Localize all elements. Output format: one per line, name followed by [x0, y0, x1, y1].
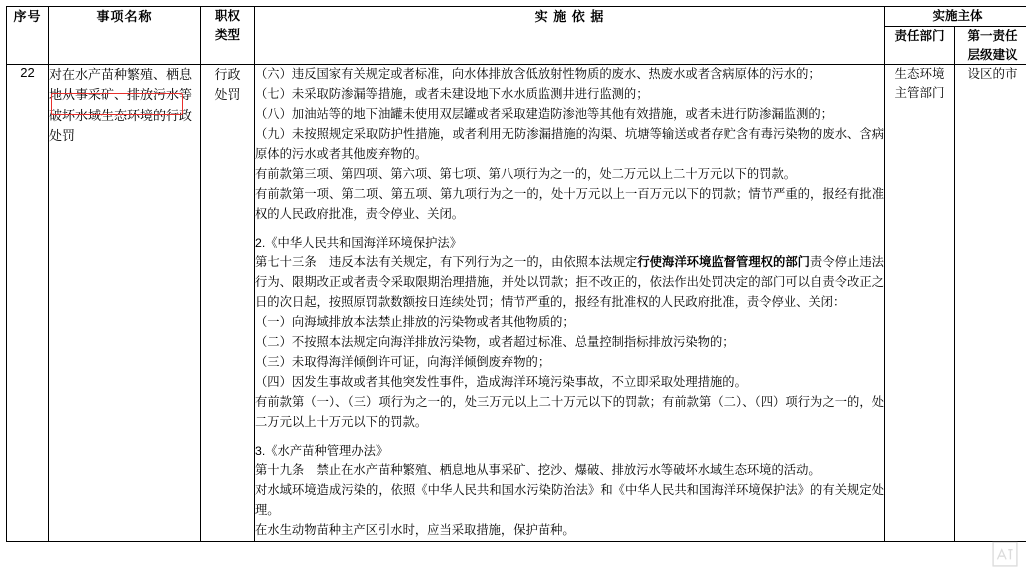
watermark-icon	[992, 541, 1018, 567]
header-name: 事项名称	[49, 7, 201, 65]
power-type-line2: 处罚	[214, 87, 241, 103]
regulation-table	[6, 6, 1026, 542]
header-type	[201, 7, 255, 65]
header-subject-group: 实施主体	[885, 7, 1026, 27]
power-type-line1: 行政	[214, 67, 241, 83]
header-dept: 责任部门	[885, 26, 955, 65]
header-basis: 实 施 依 据	[255, 7, 885, 65]
cell-responsible-level: 设区的市	[955, 65, 1026, 542]
basis-paragraph-article	[255, 253, 884, 313]
basis-paragraph: （一）向海域排放本法禁止排放的污染物或者其他物质的；	[255, 315, 575, 330]
table-header-row-1	[7, 7, 1026, 27]
basis-paragraph: 在水生动物苗种主产区引水时，应当采取措施，保护苗种。	[255, 523, 575, 538]
basis-paragraph: （三）未取得海洋倾倒许可证，向海洋倾倒废弃物的；	[255, 354, 551, 369]
basis-paragraph: （六）违反国家有关规定或者标准，向水体排放含低放射性物质的废水、热废水或者含病原体的污水的；	[255, 67, 821, 82]
basis-paragraph: 有前款第一项、第二项、第五项、第九项行为之一的，处十万元以上一百万元以下的罚款；情节严重的，报经有批准权的人民政府批准，责令停业、关闭。	[255, 186, 884, 221]
basis-paragraph-heading: 2.《中华人民共和国海洋环境保护法》	[255, 235, 463, 250]
basis-paragraph: （九）未按照规定采取防护性措施，或者利用无防渗漏措施的沟渠、坑塘等输送或者存贮含有毒污染物的废水、含病原体的污水或者其他废弃物的。	[255, 126, 884, 161]
cell-power-type	[201, 65, 255, 542]
header-level	[955, 26, 1026, 65]
basis-paragraph: 对水域环境造成污染的，依照《中华人民共和国水污染防治法》和《中华人民共和国海洋环境保护法》的有关规定处理。	[255, 483, 884, 518]
header-type-line2: 类型	[214, 27, 240, 42]
cell-responsible-dept	[885, 65, 955, 542]
header-level-line1: 第一责任	[967, 28, 1018, 43]
basis-paragraph: （二）不按照本法规定向海洋排放污染物，或者超过标准、总量控制指标排放污染物的；	[255, 335, 735, 350]
dept-line1: 生态环境	[894, 67, 945, 82]
article-lead-text: 第七十三条 违反本法有关规定，有下列行为之一的，由依照本法规定	[255, 255, 638, 270]
basis-paragraph-heading: 3.《水产苗种管理办法》	[255, 443, 389, 458]
article-bold-text: 行使海洋环境监督管理权的部门	[637, 255, 810, 270]
item-name-text: 对在水产苗种繁殖、栖息地从事采矿、排放污水等破坏水域生态环境的行政处罚	[49, 67, 193, 143]
cell-sequence-number: 22	[7, 65, 49, 542]
header-type-line1: 职权	[214, 9, 240, 23]
basis-paragraph: 有前款第（一）、（三）项行为之一的，处三万元以上二十万元以下的罚款；有前款第（二）、（四）项行为之一的，处二万元以上十万元以下的罚款。	[255, 394, 884, 429]
cell-legal-basis	[255, 65, 885, 542]
header-level-line2: 层级建议	[967, 47, 1018, 62]
dept-line2: 主管部门	[894, 86, 945, 100]
cell-item-name	[49, 65, 201, 542]
article-tail-text: 责令停止违法行为、限期改正或者责令采取限期治理措施，并处以罚款；拒不改正的，依法作出处罚决定的部门可以自责令改正之日的次日起，按照原罚款数额按日连续处罚；情节严重的，报经有批准权的人民政府批准，责令停业、关闭：	[255, 255, 884, 310]
basis-paragraph: （四）因发生事故或者其他突发性事件，造成海洋环境污染事故，不立即采取处理措施的。	[255, 374, 747, 389]
basis-paragraph: 有前款第三项、第四项、第六项、第七项、第八项行为之一的，处二万元以上二十万元以下的罚款。	[255, 166, 797, 181]
basis-paragraph: （八）加油站等的地下油罐未使用双层罐或者采取建造防渗池等其他有效措施，或者未进行防渗漏监测的；	[255, 107, 833, 122]
basis-paragraph: 第十九条 禁止在水产苗种繁殖、栖息地从事采矿、挖沙、爆破、排放污水等破坏水域生态环境的活动。	[255, 463, 821, 478]
basis-paragraph: （七）未采取防渗漏等措施，或者未建设地下水水质监测井进行监测的；	[255, 87, 649, 102]
table-row	[7, 65, 1026, 542]
header-seq: 序号	[7, 7, 49, 65]
